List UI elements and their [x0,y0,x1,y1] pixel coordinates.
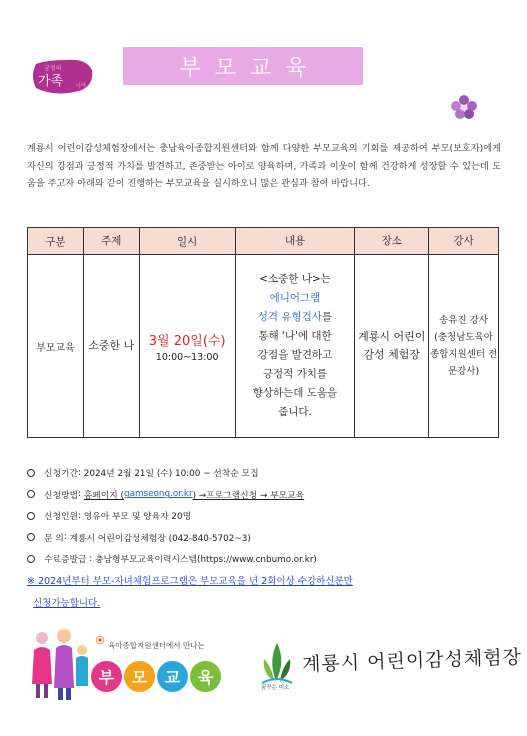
cell-content [235,255,355,438]
intro-paragraph: 계룡시 어린이감성체험장에서는 충남육아종합지원센터와 함께 다양한 부모교육의 기회를 제공하여 부모(보호자)에게 자신의 강점과 긍정적 가치를 발견하고, 존중받는 아이로 양육하며, 가족과 이웃이 함께 건강하게 성장할 수 있는데 도움을 주고자 아래와 같이 진행하는 부모교육을 실시하오니 많은 관심과 참여 바랍니다. [27,143,501,189]
info-method: 신청방법 : 홈페이지 ( gamseong.or.kr ) →프로그램신청 → 부모교육 [27,484,501,506]
circle-letter: 교 [157,661,188,692]
cell-lecturer [429,255,499,438]
info-label: 문 의 [44,533,64,544]
cell-topic: 소중한 나 [83,255,139,438]
info-value: 영유아 부모 및 양육자 20명 [83,512,192,523]
info-value: 계룡시 어린이감성체험장 (042-840-5702~3) [69,533,251,544]
event-time: 10:00~13:00 [155,351,219,363]
content-line: 통해 '나'에 대한 [258,330,332,342]
lecturer-org: (충청남도육아 종합지원센터 전문강사) [429,332,498,377]
info-label: 신청방법 [44,490,78,501]
leaf-caption: 꿈꾸는 미소 [261,685,290,691]
bullet-icon [27,490,35,498]
center-swirl-icon [92,632,108,648]
header-place: 장소 [355,228,429,255]
info-certificate: 수료증발급 : 충남형부모교육이력시스템(https://www.cnbumo.or.kr) [27,548,501,570]
bullet-icon [27,512,35,520]
circle-letter: 모 [124,661,155,692]
badge-main-text: 가족 [38,74,64,89]
header-lecturer: 강사 [429,228,499,255]
family-badge-logo [26,56,98,96]
notice-line: 신청가능합니다. [33,597,101,609]
content-line: 줍니다. [278,406,312,418]
bullet-icon [27,555,35,563]
header-datetime: 일시 [139,228,235,255]
content-highlight: 성격 유형검사 [257,311,322,323]
info-label: 수료증발급 [44,555,87,566]
flower-icon [449,94,479,120]
badge-small-text: 궁정의 [44,65,62,72]
event-date: 3월 20일(수) [148,333,226,349]
content-text: 를 [321,311,333,323]
info-value: 2024년 2월 21일 (수) 10:00 ~ 선착순 모집 [83,469,259,480]
info-label: 신청기간 [44,469,78,480]
header-topic: 주제 [83,228,139,255]
content-line: 향상하는데 도움을 [252,387,338,399]
homepage-link[interactable]: gamseong.or.kr [124,489,193,500]
info-period: 신청기간 : 2024년 2월 21일 (수) 10:00 ~ 선착순 모집 [27,462,501,484]
cell-place: 계룡시 어린이감성 체험장 [355,255,429,438]
content-line: 긍정적 가치를 [262,368,328,380]
info-contact: 문 의 : 계룡시 어린이감성체험장 (042-840-5702~3) [27,527,501,549]
cell-category: 부모교육 [28,255,84,438]
info-value: ) →프로그램신청 → 부모교육 [192,490,305,501]
content-line: 강점을 발견하고 [257,349,333,361]
circle-letter: 육 [190,661,221,692]
info-label: 신청인원 [44,512,78,523]
table-row [28,255,499,438]
experience-center-signature: 계룡시 어린이감성체험장 [301,646,523,676]
content-line: <소중한 나>는 [259,273,331,285]
children-illustration [30,628,90,700]
info-value: 충남형부모교육이력시스템(https://www.cnbumo.or.kr) [95,555,317,566]
table-header-row [28,228,499,255]
notice-line: ※ 2024년부터 부모-자녀체험프로그램은 부모교육을 년 2회이상 수강하신분만 [27,576,353,588]
cell-datetime [139,255,235,438]
info-target: 신청인원 : 영유아 부모 및 양육자 20명 [27,505,501,527]
circle-letter: 부 [91,661,122,692]
lecturer-name: 송유진 강사 [439,315,489,326]
header-category: 구분 [28,228,84,255]
info-list [27,462,501,613]
bullet-icon [27,533,35,541]
info-value: 홈페이지 ( [83,490,124,501]
center-caption: 육아종합지원센터에서 만나는 [108,641,205,650]
page-title: 부모교육 [123,47,363,85]
badge-side-text: 이야 [76,83,86,89]
bullet-icon [27,469,35,477]
content-line-highlight: 에니어그램 [269,292,321,304]
header-content: 내용 [235,228,355,255]
parent-education-circles [91,661,221,692]
content-line [236,308,355,327]
schedule-table [27,227,499,438]
